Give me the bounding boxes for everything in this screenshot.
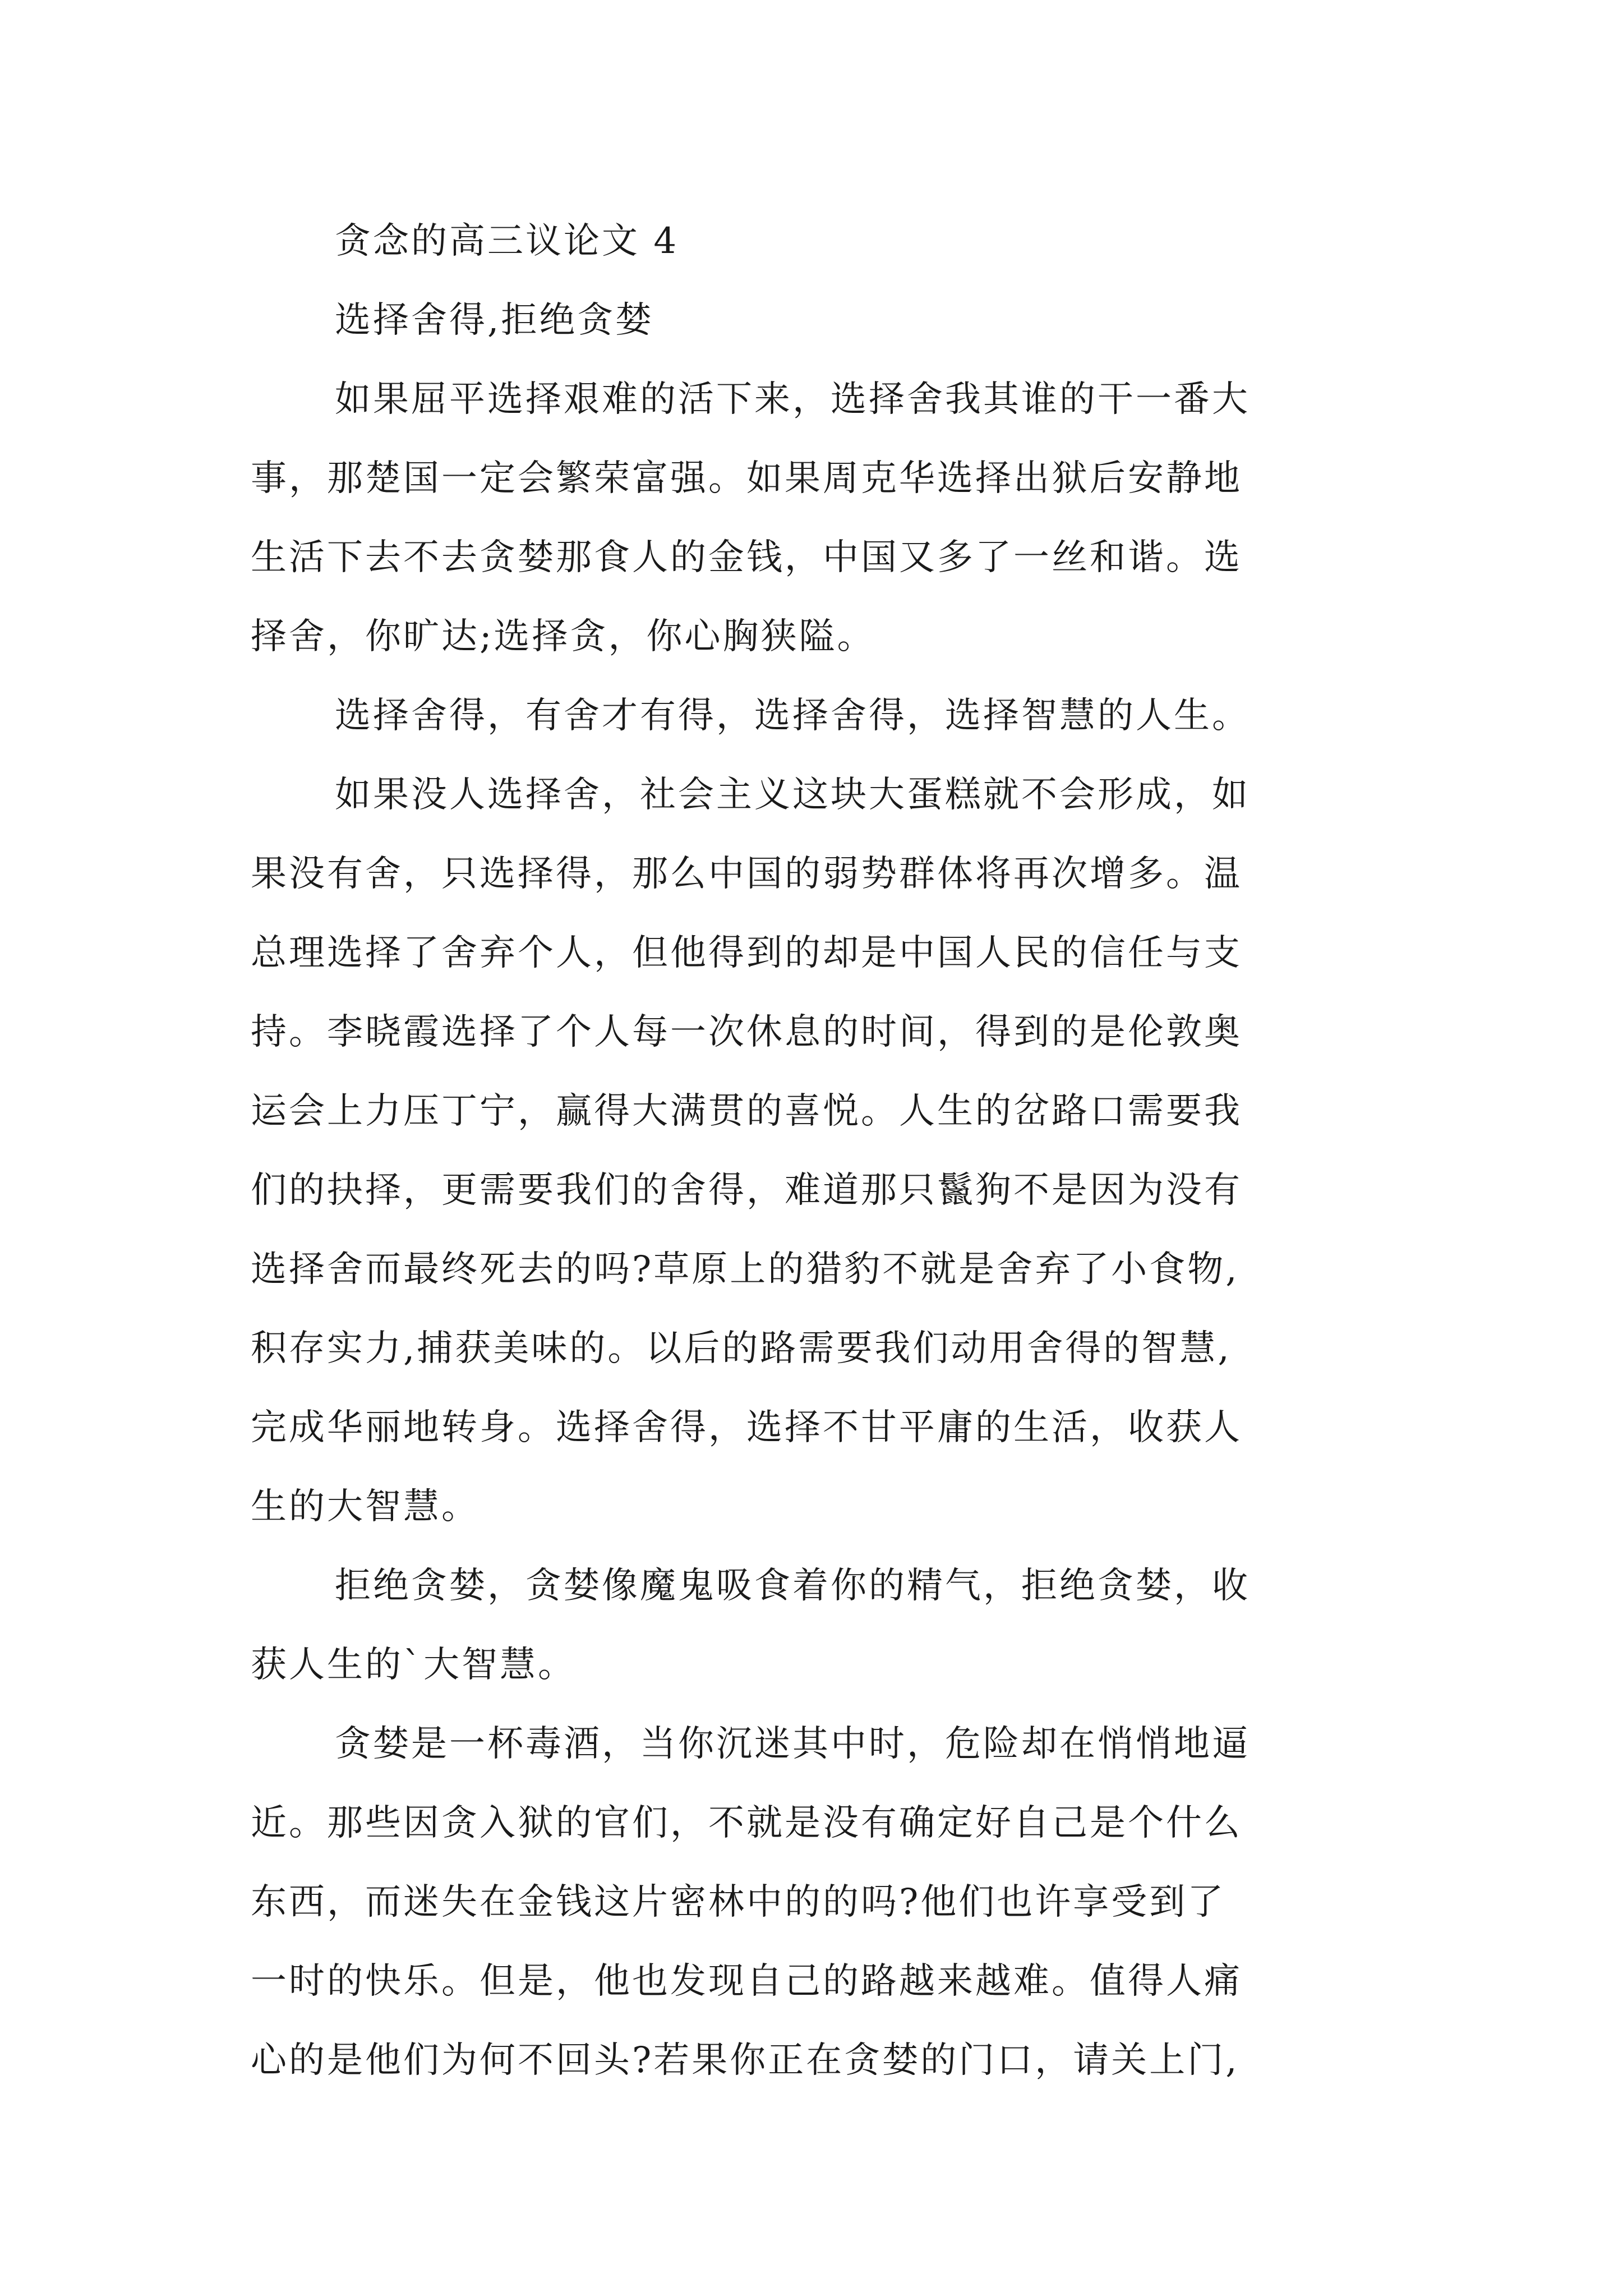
paragraph-line: 东西，而迷失在金钱这片密林中的的吗?他们也许享受到了 (251, 1881, 1226, 1923)
paragraph-line: 们的抉择，更需要我们的舍得，难道那只鬣狗不是因为没有 (251, 1170, 1242, 1211)
paragraph-line: 贪婪是一杯毒酒，当你沉迷其中时，危险却在悄悄地逼 (335, 1723, 1250, 1765)
paragraph-line: 如果没人选择舍，社会主义这块大蛋糕就不会形成，如 (335, 774, 1250, 816)
paragraph-line: 近。那些因贪入狱的官们，不就是没有确定好自己是个什么 (251, 1802, 1242, 1844)
essay-subtitle: 选择舍得,拒绝贪婪 (335, 300, 654, 341)
paragraph-line: 心的是他们为何不回头?若果你正在贪婪的门口，请关上门, (251, 2040, 1239, 2081)
paragraph-line: 一时的快乐。但是，他也发现自己的路越来越难。值得人痛 (251, 1961, 1242, 2002)
paragraph-line: 生的大智慧。 (251, 1486, 479, 1527)
paragraph-line: 如果屈平选择艰难的活下来，选择舍我其谁的干一番大 (335, 379, 1250, 420)
paragraph-line: 运会上力压丁宁，赢得大满贯的喜悦。人生的岔路口需要我 (251, 1091, 1242, 1132)
essay-title: 贪念的高三议论文 4 (335, 220, 679, 262)
paragraph-line: 选择舍得，有舍才有得，选择舍得，选择智慧的人生。 (335, 695, 1250, 737)
paragraph-line: 生活下去不去贪婪那食人的金钱，中国又多了一丝和谐。选 (251, 537, 1242, 578)
paragraph-line: 总理选择了舍弃个人，但他得到的却是中国人民的信任与支 (251, 932, 1242, 974)
paragraph-line: 获人生的`大智慧。 (251, 1644, 576, 1686)
paragraph-line: 选择舍而最终死去的吗?草原上的猎豹不就是舍弃了小食物, (251, 1249, 1239, 1290)
paragraph-line: 积存实力,捕获美味的。以后的路需要我们动用舍得的智慧, (251, 1328, 1232, 1369)
paragraph-line: 事，那楚国一定会繁荣富强。如果周克华选择出狱后安静地 (251, 458, 1242, 499)
paragraph-line: 持。李晓霞选择了个人每一次休息的时间，得到的是伦敦奥 (251, 1011, 1242, 1053)
essay-body (251, 202, 1389, 2100)
paragraph-line: 拒绝贪婪，贪婪像魔鬼吸食着你的精气，拒绝贪婪，收 (335, 1565, 1250, 1607)
paragraph-line: 完成华丽地转身。选择舍得，选择不甘平庸的生活，收获人 (251, 1407, 1242, 1448)
paragraph-line: 择舍，你旷达;选择贪，你心胸狭隘。 (251, 616, 875, 657)
paragraph-line: 果没有舍，只选择得，那么中国的弱势群体将再次增多。温 (251, 853, 1242, 895)
